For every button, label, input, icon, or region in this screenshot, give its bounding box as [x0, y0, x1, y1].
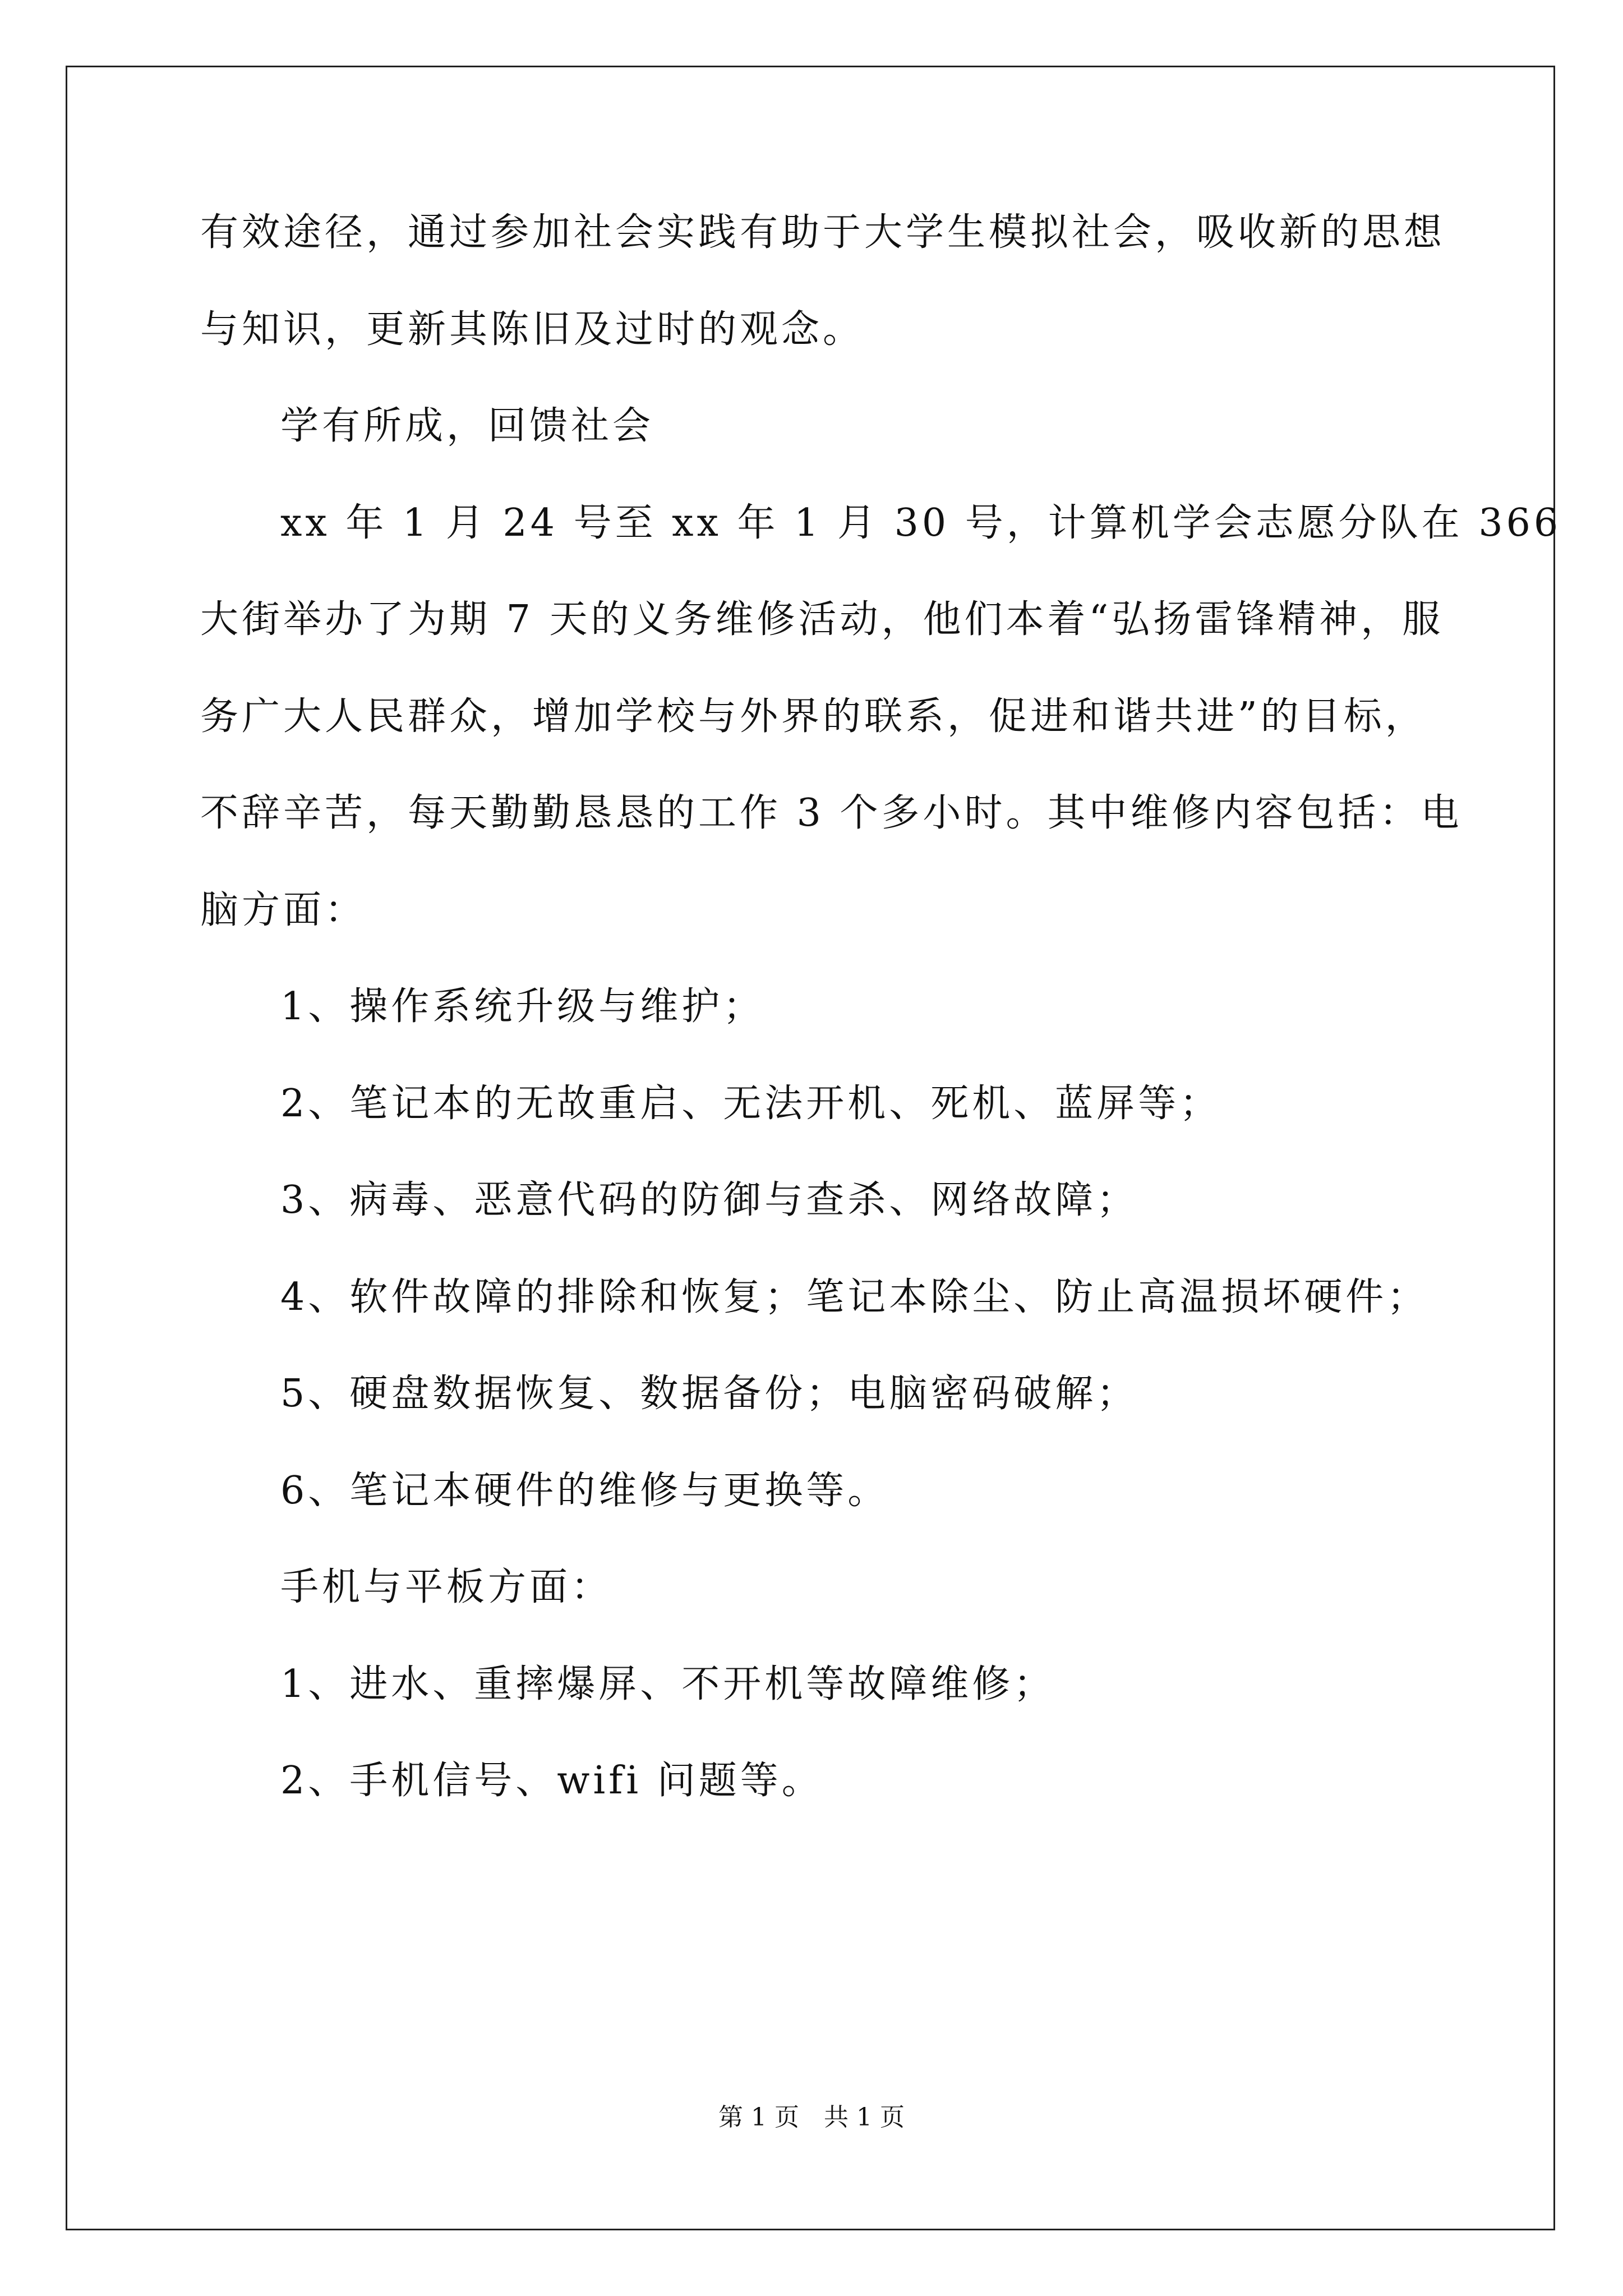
list-item: 2、手机信号、wifi 问题等。 [280, 1759, 823, 1803]
paragraph-line: 大街举办了为期 7 天的义务维修活动，他们本着“弘扬雷锋精神，服 [200, 597, 1444, 642]
list-item: 3、病毒、恶意代码的防御与查杀、网络故障； [280, 1178, 1138, 1222]
paragraph-line: 与知识，更新其陈旧及过时的观念。 [200, 307, 865, 352]
list-item: 1、操作系统升级与维护； [280, 984, 765, 1029]
paragraph-line: 有效途径，通过参加社会实践有助于大学生模拟社会，吸收新的思想 [200, 210, 1446, 255]
paragraph-line: 脑方面： [200, 888, 367, 932]
paragraph-line: 不辞辛苦，每天勤勤恳恳的工作 3 个多小时。其中维修内容包括：电 [200, 791, 1463, 835]
page-number-footer: 第 1 页 共 1 页 [718, 2103, 905, 2132]
list-item: 2、笔记本的无故重启、无法开机、死机、蓝屏等； [280, 1082, 1221, 1126]
list-item: 6、笔记本硬件的维修与更换等。 [280, 1469, 889, 1513]
paragraph-line: 务广大人民群众，增加学校与外界的联系，促进和谐共进”的目标， [200, 694, 1427, 739]
page-border [66, 66, 1555, 2230]
list-item: 5、硬盘数据恢复、数据备份；电脑密码破解； [280, 1372, 1138, 1416]
sub-heading: 手机与平板方面： [280, 1565, 613, 1609]
list-item: 1、进水、重摔爆屏、不开机等故障维修； [280, 1662, 1055, 1706]
section-heading: 学有所成，回馈社会 [280, 404, 654, 448]
list-item: 4、软件故障的排除和恢复；笔记本除尘、防止高温损坏硬件； [280, 1275, 1429, 1319]
paragraph-line: xx 年 1 月 24 号至 xx 年 1 月 30 号，计算机学会志愿分队在 366 [280, 501, 1562, 545]
